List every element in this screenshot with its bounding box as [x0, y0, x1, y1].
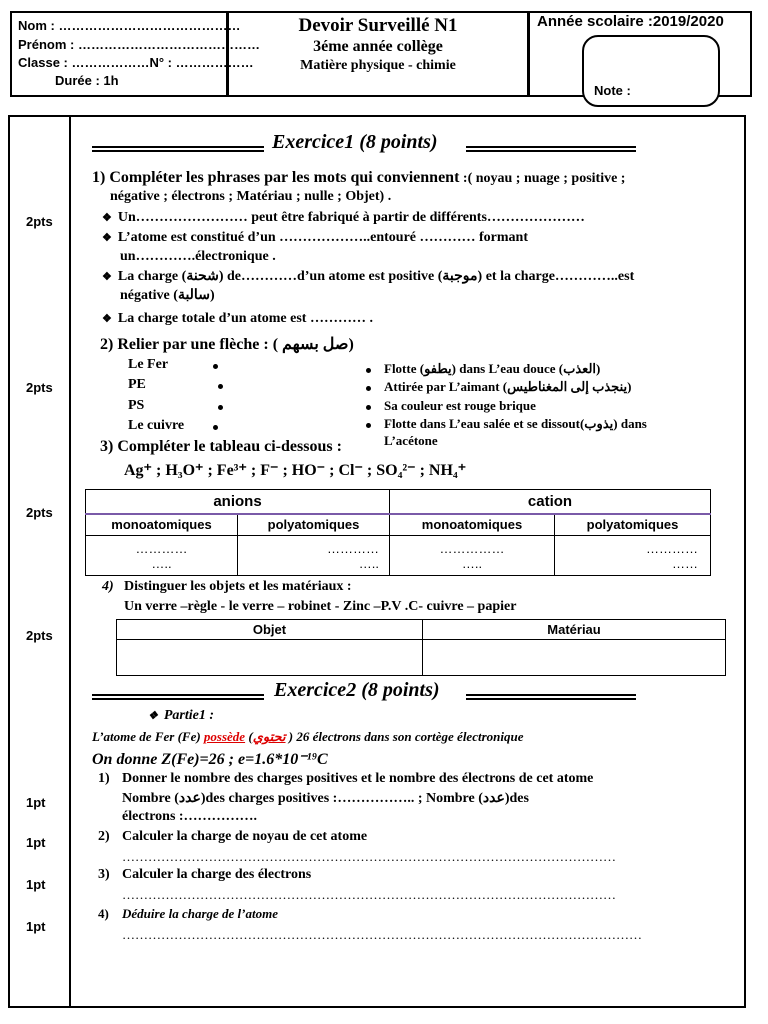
ex2-q3: Calculer la charge des électrons [122, 867, 312, 882]
ions-list: Ag⁺ ; H₃O⁺ ; Fe³⁺ ; F⁻ ; HO⁻ ; Cl⁻ ; SO₄²⁻ ; NH₄⁺ [124, 462, 467, 479]
subheader-poly: polyatomiques [555, 514, 711, 536]
given-data: On donne Z(Fe)=26 ; e=1.6*10⁻¹⁹C [92, 751, 328, 768]
link-dot-right[interactable] [366, 423, 371, 428]
subheader-mono: monoatomiques [390, 514, 555, 536]
answer-dots: ………… [646, 540, 698, 556]
intro-text: ) 26 électrons dans son cortège électronique [285, 729, 524, 744]
answer-line[interactable]: ………………………………………………………………………………………………………… [122, 927, 642, 942]
link-dot-left[interactable] [213, 425, 218, 430]
points-label: 1pt [26, 835, 46, 850]
ex2-q2: Calculer la charge de noyau de cet atome [122, 829, 368, 844]
answer-line[interactable]: …………………………………………………………………………………………………… [122, 849, 616, 864]
q1-heading-text: 1) Compléter les phrases par les mots qui conviennent [92, 169, 460, 186]
right-item: Attirée par L’aimant (ينجذب إلى المغناطيس) [384, 379, 632, 394]
link-dot-right[interactable] [366, 405, 371, 410]
q1-sentence-3-cont: négative (سالبة) [120, 288, 215, 303]
ex2-q1: Donner le nombre des charges positives et le nombre des électrons de cet atome [122, 771, 594, 786]
answer-dots: ….. [358, 555, 379, 571]
q3-heading: 3) Compléter le tableau ci-dessous : [100, 438, 342, 455]
ex2-q1-number: 1) [98, 771, 110, 786]
q4-heading: Distinguer les objets et les matériaux : [124, 579, 352, 594]
exercise1-title: Exercice1 (8 points) [272, 131, 438, 153]
margin-divider [69, 115, 71, 1008]
answer-cell[interactable] [238, 536, 390, 576]
q1-sentence-1: ❖ Un…………………… peut être fabriqué à partir de différents………………… [102, 210, 585, 226]
class-field: Classe : ………………N° : ……………… [18, 55, 254, 70]
exam-subject: Matière physique - chimie [300, 58, 456, 73]
cation-header: cation [390, 490, 711, 514]
duration-label: Durée : 1h [55, 73, 119, 88]
ex2-q4-number: 4) [98, 906, 109, 921]
left-item: PS [128, 398, 145, 413]
answer-cell[interactable] [555, 536, 711, 576]
q1-sentence-2: ❖ L’atome est constitué d’un ………………..entouré ………… formant [102, 230, 528, 246]
ex2-q3-number: 3) [98, 867, 110, 882]
firstname-field: Prénom : …………………………………… [18, 37, 260, 52]
points-label: 1pt [26, 919, 46, 934]
q1-heading [92, 169, 625, 187]
q1-sentence-2-cont: un………….électronique . [120, 249, 276, 264]
subheader-mono: monoatomiques [86, 514, 238, 536]
intro-text: ( [245, 729, 253, 744]
ex2-q1-line3: électrons :……………. [122, 809, 258, 824]
anions-header: anions [86, 490, 390, 514]
intro-arabic: تحتوي [252, 729, 286, 744]
points-label: 2pts [26, 214, 53, 229]
points-label: 1pt [26, 877, 46, 892]
intro-text: L’atome de Fer (Fe) [92, 729, 204, 744]
objects-table [116, 619, 726, 676]
answer-dots: ………… [135, 540, 188, 556]
q1-word-bank: :( noyau ; nuage ; positive ; [459, 171, 626, 186]
exam-title: Devoir Surveillé N1 [298, 15, 458, 36]
exercise2-title: Exercice2 (8 points) [274, 679, 440, 701]
answer-dots: …… [672, 555, 698, 571]
name-field: Nom : …………………………………… [18, 18, 241, 33]
title-rule-right [466, 146, 636, 152]
q1-word-bank-cont: négative ; électrons ; Matériau ; nulle ; Objet) . [110, 189, 392, 204]
ex2-intro [92, 729, 524, 745]
q4-list: Un verre –règle - le verre – robinet - Zinc –P.V .C- cuivre – papier [124, 599, 517, 614]
link-dot-right[interactable] [366, 386, 371, 391]
materiau-header: Matériau [423, 620, 726, 640]
answer-dots: ………… [327, 540, 379, 556]
materiau-answer-cell[interactable] [423, 640, 726, 676]
answer-cell[interactable] [390, 536, 555, 576]
left-item: Le cuivre [128, 418, 185, 433]
title-rule-right [466, 694, 636, 700]
q1-sentence-3: ❖ La charge (شحنة) de…………d’un atome est positive (موجبة) et la charge…………..est [102, 268, 634, 285]
answer-dots: ….. [461, 555, 483, 571]
answer-line[interactable]: …………………………………………………………………………………………………… [122, 887, 616, 902]
link-dot-left[interactable] [213, 364, 218, 369]
school-year: Année scolaire :2019/2020 [537, 13, 724, 30]
subheader-poly: polyatomiques [238, 514, 390, 536]
right-item: Flotte (يطفو) dans L’eau douce (العذب) [384, 361, 601, 376]
points-label: 2pts [26, 628, 53, 643]
left-item: Le Fer [128, 357, 169, 372]
objet-answer-cell[interactable] [117, 640, 423, 676]
answer-dots: ….. [151, 555, 172, 571]
answer-dots: …………… [439, 540, 505, 556]
right-item-cont: L’acétone [384, 433, 438, 448]
exam-level: 3éme année collège [313, 38, 443, 55]
ex2-q4: Déduire la charge de l’atome [122, 906, 278, 921]
intro-highlight: possède [203, 729, 246, 744]
ex2-q1-line2: Nombre (عدد)des charges positives :…………….. ; Nombre (عدد)des [122, 791, 529, 806]
ex2-q2-number: 2) [98, 829, 110, 844]
points-label: 2pts [26, 380, 53, 395]
partie1-heading: ❖ Partie1 : [148, 708, 214, 724]
link-dot-right[interactable] [366, 368, 371, 373]
note-label: Note : [594, 83, 631, 98]
right-item: Flotte dans L’eau salée et se dissout(يذوب) dans [384, 416, 647, 431]
objet-header: Objet [117, 620, 423, 640]
points-label: 1pt [26, 795, 46, 810]
title-rule-left [92, 694, 264, 700]
q2-heading: 2) Relier par une flèche : ( صل بسهم) [100, 336, 354, 353]
link-dot-left[interactable] [218, 405, 223, 410]
points-label: 2pts [26, 505, 53, 520]
q4-number: 4) [102, 579, 114, 594]
right-item: Sa couleur est rouge brique [384, 398, 536, 413]
answer-cell[interactable] [86, 536, 238, 576]
q1-sentence-4: ❖ La charge totale d’un atome est ………… . [102, 311, 373, 327]
title-rule-left [92, 146, 264, 152]
ions-table [85, 489, 711, 576]
left-item: PE [128, 377, 146, 392]
link-dot-left[interactable] [218, 384, 223, 389]
